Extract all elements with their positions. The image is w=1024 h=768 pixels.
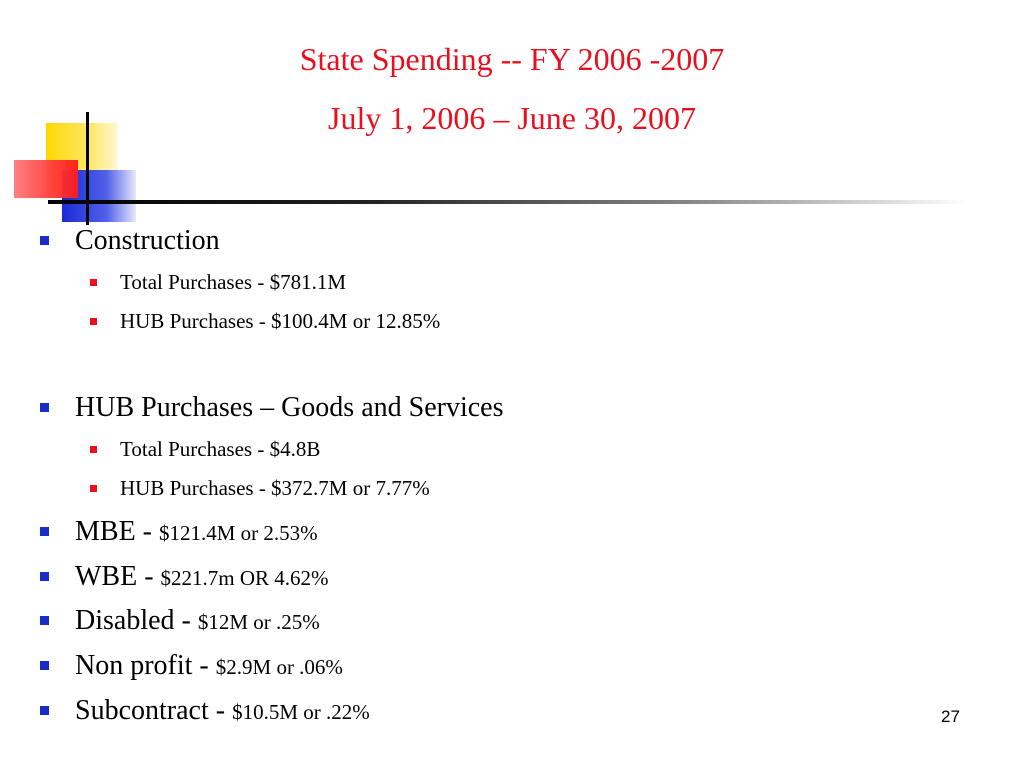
goods-services-total: Total Purchases - $4.8B: [120, 437, 321, 461]
bullet-nonprofit: [75, 652, 343, 680]
bullet-mbe: [75, 518, 318, 546]
bullet-construction-hub: [120, 311, 440, 332]
bullet-goods-services-total: [120, 439, 320, 460]
square-bullet-icon: [90, 318, 97, 325]
square-bullet-icon: [40, 661, 49, 670]
mbe-label: MBE -: [75, 516, 159, 547]
nonprofit-label: Non profit -: [75, 650, 216, 681]
bullet-construction-total: [120, 272, 346, 293]
slide-title-line-1: State Spending -- FY 2006 -2007: [299, 41, 725, 77]
square-bullet-icon: [90, 279, 97, 286]
subcontract-value: $10.5M or .22%: [232, 700, 370, 724]
disabled-label: Disabled -: [75, 605, 198, 636]
nonprofit-value: $2.9M or .06%: [215, 655, 343, 679]
goods-services-hub: HUB Purchases - $372.7M or 7.77%: [120, 476, 430, 500]
bullet-wbe: [75, 563, 329, 591]
square-bullet-icon: [40, 403, 49, 412]
square-bullet-icon: [40, 706, 49, 715]
bullet-subcontract: [75, 697, 370, 725]
mbe-value: $121.4M or 2.53%: [159, 521, 318, 545]
square-bullet-icon: [90, 485, 97, 492]
bullet-goods-services: [75, 394, 504, 422]
wbe-value: $221.7m OR 4.62%: [160, 566, 329, 590]
page-number: 27: [941, 707, 960, 726]
goods-services-heading: HUB Purchases – Goods and Services: [75, 392, 504, 423]
bullet-construction: [75, 227, 220, 255]
construction-total: Total Purchases - $781.1M: [120, 270, 346, 294]
construction-hub: HUB Purchases - $100.4M or 12.85%: [120, 309, 441, 333]
construction-heading: Construction: [75, 225, 220, 256]
bullet-disabled: [75, 607, 320, 635]
square-bullet-icon: [90, 446, 97, 453]
subcontract-label: Subcontract -: [75, 695, 233, 726]
wbe-label: WBE -: [75, 561, 161, 592]
square-bullet-icon: [40, 236, 49, 245]
disabled-value: $12M or .25%: [197, 610, 320, 634]
square-bullet-icon: [40, 572, 49, 581]
square-bullet-icon: [40, 616, 49, 625]
slide-title-line-2: July 1, 2006 – June 30, 2007: [328, 100, 696, 136]
square-bullet-icon: [40, 527, 49, 536]
bullet-goods-services-hub: [120, 478, 430, 499]
